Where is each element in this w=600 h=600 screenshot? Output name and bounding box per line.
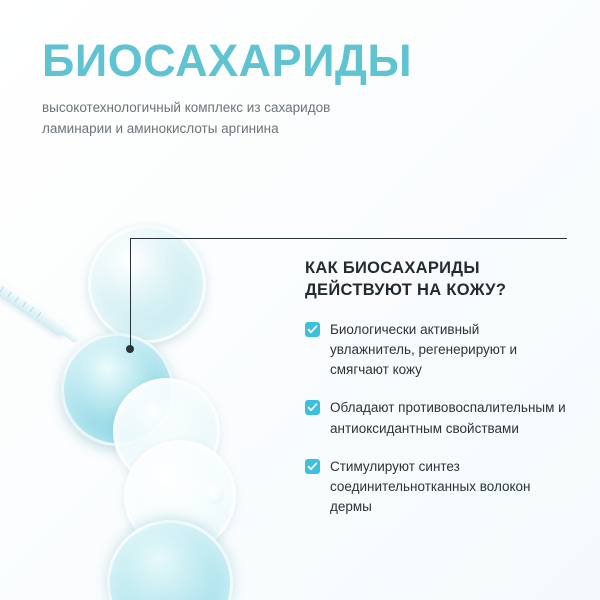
- list-item: [305, 398, 567, 439]
- benefits-list: [305, 320, 567, 518]
- header-block: [42, 35, 562, 140]
- page-subtitle: высокотехнологичный комплекс из сахаридов ламинарии и аминокислоты аргинина: [42, 99, 331, 136]
- petri-dish-top: [88, 225, 206, 343]
- list-item-text: Стимулируют синтез соединительнотканных волокон дермы: [330, 458, 531, 515]
- divider-vertical: [130, 238, 131, 350]
- list-item-text: Обладают противовоспалительным и антиоксидантным свойствами: [330, 400, 566, 436]
- list-item-text: Биологически активный увлажнитель, регенерируют и смягчают кожу: [330, 321, 518, 378]
- pipette-icon: [0, 275, 70, 338]
- pipette-ticks: [0, 287, 46, 321]
- check-icon: [305, 400, 320, 415]
- divider-endpoint-dot: [126, 345, 134, 353]
- list-item: [305, 457, 567, 518]
- gel-bubble: [204, 484, 226, 506]
- benefits-panel: [305, 236, 567, 536]
- benefits-heading: КАК БИОСАХАРИДЫ ДЕЙСТВУЮТ НА КОЖУ?: [305, 259, 507, 299]
- check-icon: [305, 322, 320, 337]
- page-title: БИОСАХАРИДЫ: [42, 35, 413, 86]
- list-item: [305, 320, 567, 381]
- check-icon: [305, 459, 320, 474]
